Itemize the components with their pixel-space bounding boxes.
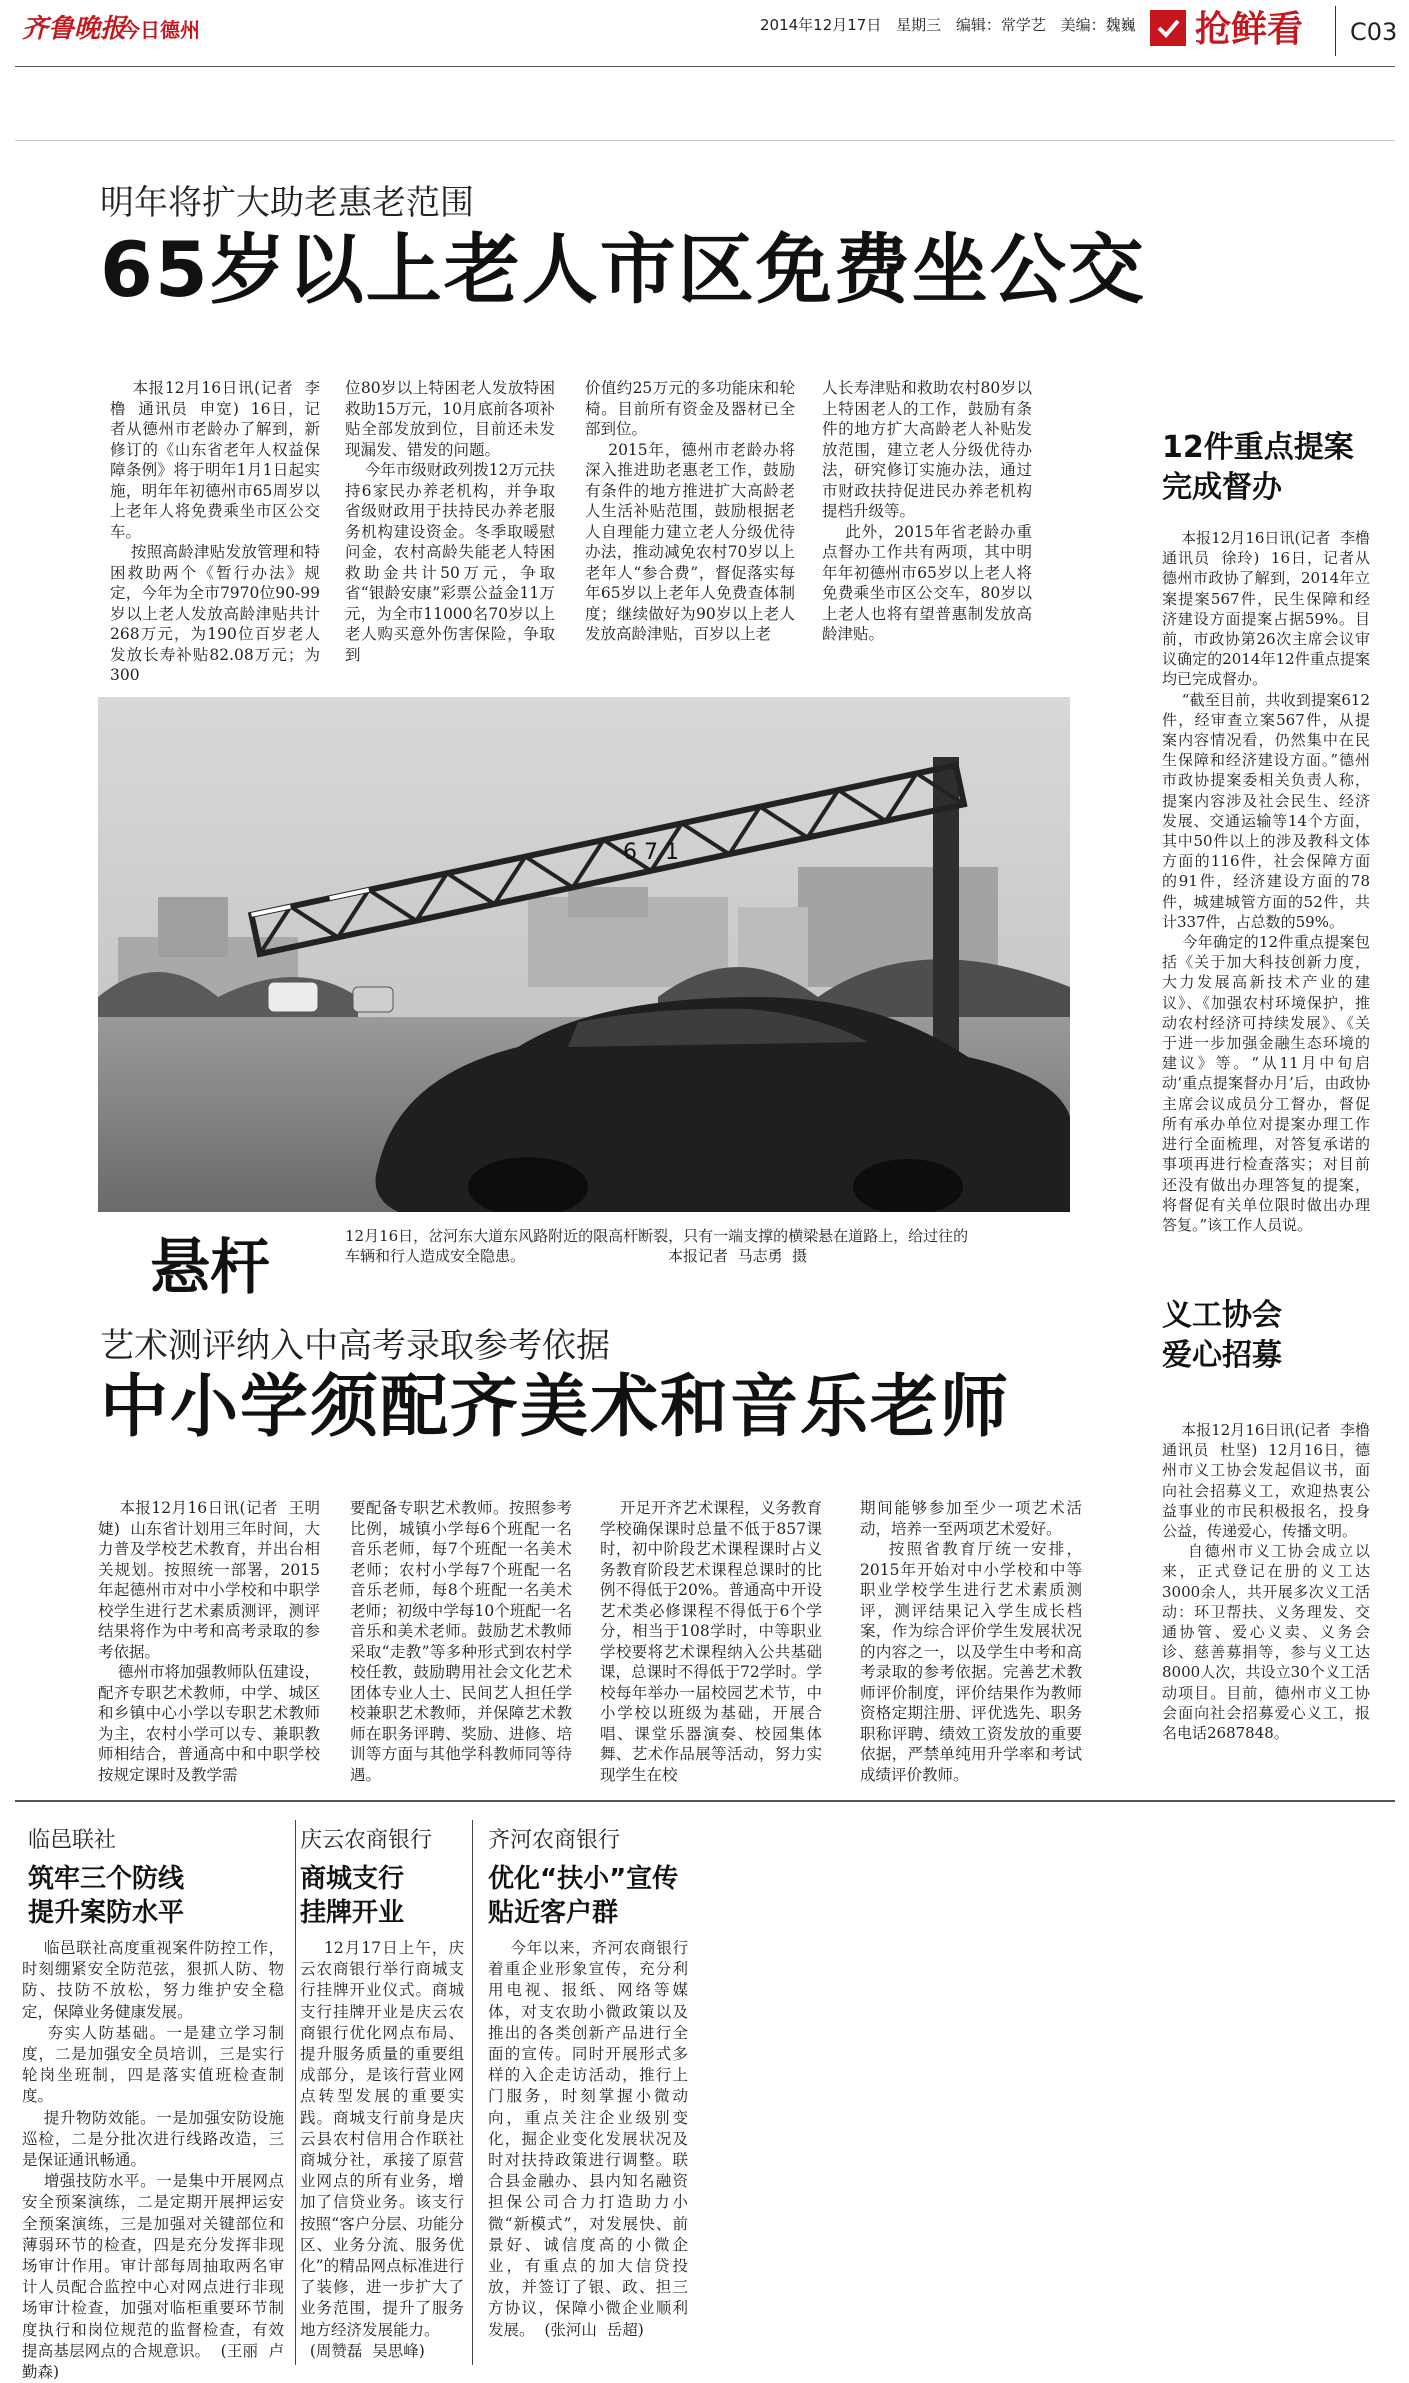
side1-body: 本报12月16日讯(记者 李橹 通讯员 徐玲) 16日，记者从德州市政协了解到，2014年立案提案567件，民生保障和经济建设方面提案占据59%。目前，市政协第26次主席会议审议确定的2014年12件重点提案均已完成督办。 “截至目前，共收到提案612件，经审查立案567件，从提案内容情况看，仍然集中在民生保障和经济建设方面。”德州市政协提案委相关负责人称，提案内容涉及社会民生、经济发展、交通运输等14个方面，其中50件以上的涉及教科文体方面的116件，社会保障方面的91件，经济建设方面的78件，城建城管方面的52件，共计337件，占总数的59%。 今年确定的12件重点提案包括《关于加大科技创新力度，大力发展高新技术产业的建议》、《加强农村环境保护，推动农村经济可持续发展》、《关于进一步加强金融生态环境的建议》等。“从11月中旬启动‘重点提案督办月’后，由政协主席会议成员分工督办，督促所有承办单位对提案办理工作进行全面梳理，对答复承诺的事项再进行检查落实；对目前还没有做出办理答复的提案，将督促有关单位限时做出办理答复。”该工作人员说。	[1162, 529, 1371, 1234]
ad2-body: 12月17日上午，庆云农商银行举行商城支行挂牌开业仪式。商城支行挂牌开业是庆云农商银行优化网点布局、提升服务质量的重要组成部分，是该行营业网点转型发展的重要实践。商城支行前身是庆云县农村信用合作联社商城分社，承接了原营业网点的所有业务，增加了信贷业务。该支行按照“客户分层、功能分区、业务分流、服务优化”的精品网点标准进行了装修，进一步扩大了业务范围，提升了服务地方经济发展能力。 (周赞磊 吴思峰)	[300, 1939, 464, 2360]
ad1-title: 筑牢三个防线 提升案防水平	[28, 1864, 185, 1928]
ad1-source: 临邑联社	[28, 1828, 117, 1853]
ad3-title: 优化“扶小”宣传 贴近客户群	[488, 1864, 679, 1928]
photo-label: 悬杆	[150, 1233, 270, 1303]
side2-body: 本报12月16日讯(记者 李橹 通讯员 杜坚) 12月16日，德州市义工协会发起倡议书，面向社会招募义工，欢迎热衷公益事业的市民积极报名，投身公益，传递爱心，传播文明。 自德州市义工协会成立以来，正式登记在册的义工达3000余人，共开展多次义工活动：环卫帮扶、义务理发、交通协管、爱心义卖、义务会诊、慈善募捐等，参与义工达8000人次，共设立30个义工活动项目。目前，德州市义工协会面向社会招募爱心义工，报名电话2687848。	[1162, 1421, 1370, 1743]
news-photo	[98, 697, 1070, 1212]
ads-divider-2	[472, 1820, 473, 2365]
story1-col-4: 人长寿津贴和救助农村80岁以上特困老人的工作，鼓励有条件的地方扩大高龄老人补贴发放范围，建立老人分级优待办法，研究修订实施办法，通过市财政扶持促进民办养老机构提档升级等。 此外，2015年省老龄办重点督办工作共有两项，其中明年年初德州市65岁以上老人将免费乘坐市区公交车，80岁以上老人也将有望普惠制发放高龄津贴。	[822, 379, 1032, 643]
story1-kicker: 明年将扩大助老惠老范围	[100, 183, 474, 223]
newspaper-brand: 齐鲁晚报	[22, 14, 127, 44]
page-number: C03	[1350, 18, 1398, 46]
ad1-body: 临邑联社高度重视案件防控工作，时刻绷紧安全防范弦，狠抓人防、物防、技防不放松，努力维护安全稳定，保障业务健康发展。 夯实人防基础。一是建立学习制度，二是加强安全员培训，三是实行轮岗坐班制，四是落实值班检查制度。 提升物防效能。一是加强安防设施巡检，二是分批次进行线路改造，三是保证通讯畅通。 增强技防水平。一是集中开展网点安全预案演练，二是定期开展押运安全预案演练，三是加强对关键部位和薄弱环节的检查，四是充分发挥非现场审计作用。审计部每周抽取两名审计人员配合监控中心对网点进行非现场审计检查，加强对临柜重要环节制度执行和岗位规范的监督检查，有效提高基层网点的合规意识。 (王丽 卢勤森)	[22, 1939, 284, 2382]
story1-col-3: 价值约25万元的多功能床和轮椅。目前所有资金及器材已全部到位。 2015年，德州市老龄办将深入推进助老惠老工作，鼓励有条件的地方推进扩大高龄老人生活补贴范围，鼓励根据老人自理能力建立老人分级优待办法，推动减免农村70岁以上老年人“参合费”，督促落实每年65岁以上老年人免费查体制度；继续做好为90岁以上老人发放高龄津贴，百岁以上老	[585, 379, 795, 643]
section-tag: 抢鲜看	[1195, 9, 1304, 50]
side2-headline: 义工协会 爱心招募	[1162, 1298, 1282, 1373]
ad2-title: 商城支行 挂牌开业	[300, 1864, 405, 1928]
story2-kicker: 艺术测评纳入中高考录取参考依据	[100, 1326, 610, 1366]
ad3-body: 今年以来，齐河农商银行着重企业形象宣传，充分利用电视、报纸、网络等媒体，对支农助小微政策以及推出的各类创新产品进行全面的宣传。同时开展形式多样的入企走访活动，推行上门服务，时刻掌握小微动向，重点关注企业级别变化，掘企业变化发展状况及时对扶持政策进行调整。联合县金融办、县内知名融资担保公司合力打造助力小微“新模式”，对发展快、前景好、诚信度高的小微企业，有重点的加大信贷投放，并签订了银、政、担三方协议，保障小微企业顺利发展。 (张河山 岳超)	[488, 1939, 688, 2339]
story2-headline: 中小学须配齐美术和音乐老师	[100, 1368, 1011, 1447]
header-rule	[15, 66, 1395, 67]
side1-headline: 12件重点提案 完成督办	[1162, 430, 1354, 505]
ads-divider-1	[295, 1820, 296, 2365]
ad2-source: 庆云农商银行	[300, 1828, 433, 1853]
body-rule	[15, 140, 1395, 141]
story2-col-1: 本报12月16日讯(记者 王明婕) 山东省计划用三年时间，大力普及学校艺术教育，并出台相关规划。按照统一部署，2015年起德州市对中小学校和中职学校学生进行艺术素质测评，测评结果将作为中考和高考录取的参考依据。 德州市将加强教师队伍建设，配齐专职艺术教师，中学、城区和乡镇中心小学以专职艺术教师为主，农村小学可以专、兼职教师相结合，普通高中和中职学校按规定课时及教学需	[98, 1499, 320, 1784]
header-divider	[1335, 6, 1336, 56]
section-name: 今日德州	[120, 18, 200, 42]
story1-headline: 65岁以上老人市区免费坐公交	[100, 225, 1146, 314]
story2-col-3: 开足开齐艺术课程，义务教育学校确保课时总量不低于857课时，初中阶段艺术课程课时占义务教育阶段艺术课程总课时的比例不得低于20%。普通高中开设艺术类必修课程不得低于6个学分，相当于108学时，中等职业学校要将艺术课程纳入公共基础课，总课时不得低于72学时。学校每年举办一届校园艺术节，中小学校以班级为基础，开展合唱、课堂乐器演奏、校园集体舞、艺术作品展等活动，努力实现学生在校	[600, 1499, 822, 1784]
ad3-source: 齐河农商银行	[488, 1828, 621, 1853]
issue-meta: 2014年12月17日 星期三 编辑：常学艺 美编：魏巍	[760, 16, 1136, 34]
tag-icon	[1150, 10, 1186, 46]
story1-col-1: 本报12月16日讯(记者 李橹 通讯员 申宽) 16日，记者从德州市老龄办了解到，新修订的《山东省老年人权益保障条例》将于明年1月1日起实施，明年年初德州市65周岁以上老年人将免费乘坐市区公交车。 按照高龄津贴发放管理和特困救助两个《暂行办法》规定，今年为全市7970位90-99岁以上老人发放高龄津贴共计268万元，为190位百岁老人发放长寿补贴82.08万元；为300	[110, 379, 320, 684]
story1-col-2: 位80岁以上特困老人发放特困救助15万元，10月底前各项补贴全部发放到位，目前还未发现漏发、错发的问题。 今年市级财政列拨12万元扶持6家民办养老机构，并争取省级财政用于扶持民办养老服务机构建设资金。冬季取暖慰问金，农村高龄失能老人特困救助金共计50万元，争取省“银龄安康”彩票公益金11万元，为全市11000名70岁以上老人购买意外伤害保险，争取到	[345, 379, 555, 664]
story2-col-4: 期间能够参加至少一项艺术活动，培养一至两项艺术爱好。 按照省教育厅统一安排，2015年开始对中小学校和中等职业学校学生进行艺术素质测评，测评结果记入学生成长档案，作为综合评价学生发展状况的内容之一，以及学生中考和高考录取的参考依据。完善艺术教师评价制度，评价结果作为教师资格定期注册、评优选先、职务职称评聘、绩效工资发放的重要依据，严禁单纯用升学率和考试成绩评价教师。	[860, 1499, 1082, 1784]
story2-col-2: 要配备专职艺术教师。按照参考比例，城镇小学每6个班配一名音乐老师，每7个班配一名美术老师；农村小学每7个班配一名音乐老师，每8个班配一名美术老师；初级中学每10个班配一名音乐和美术老师。鼓励艺术教师采取“走教”等多种形式到农村学校任教，鼓励聘用社会文化艺术团体专业人士、民间艺人担任学校兼职艺术教师，并保障艺术教师在职务评聘、奖励、进修、培训等方面与其他学科教师同等待遇。	[350, 1499, 572, 1784]
photo-caption: 12月16日，岔河东大道东风路附近的限高杆断裂，只有一端支撑的横梁悬在道路上，给过往的 车辆和行人造成安全隐患。 本报记者 马志勇 摄	[345, 1227, 969, 1265]
gantry-sign-text: 6 7 1	[623, 840, 679, 865]
ads-top-rule	[15, 1800, 1395, 1802]
